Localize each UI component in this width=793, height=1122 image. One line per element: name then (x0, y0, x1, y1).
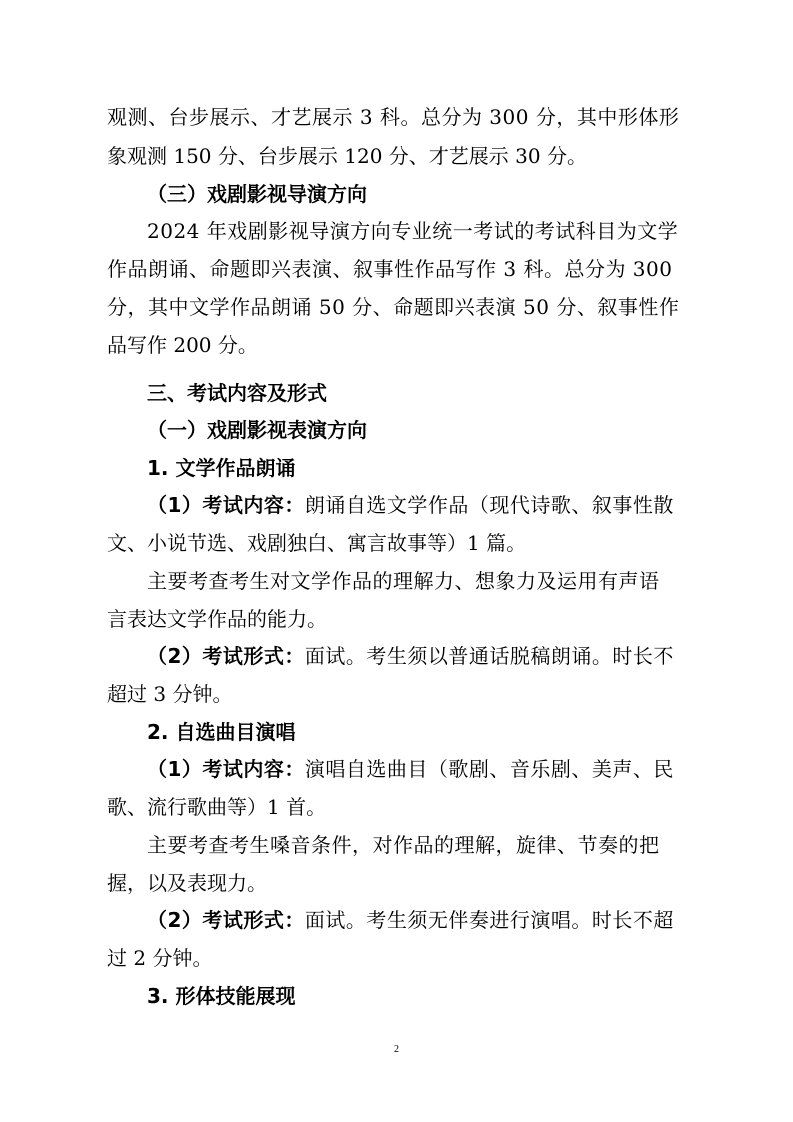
paragraph-line: 分，其中文学作品朗诵 50 分、命题即兴表演 50 分、叙事性作 (107, 295, 680, 319)
page-number: 2 (394, 1044, 399, 1055)
inline-bold-label: （1）考试内容： (147, 493, 305, 517)
paragraph-line: 品写作 200 分。 (107, 333, 258, 357)
paragraph-line (147, 643, 674, 669)
item-heading: 1. 文学作品朗诵 (147, 456, 296, 480)
inline-text: 演唱自选曲目（歌剧、音乐剧、美声、民 (304, 757, 674, 781)
section-subheading: （三）戏剧影视导演方向 (147, 182, 367, 206)
section-heading: 三、考试内容及形式 (147, 381, 327, 405)
paragraph-line (147, 756, 674, 782)
inline-bold-label: （2）考试形式： (147, 908, 305, 932)
item-heading: 3. 形体技能展现 (147, 984, 296, 1008)
section-subheading: （一）戏剧影视表演方向 (147, 418, 367, 442)
paragraph-line: 言表达文学作品的能力。 (107, 607, 327, 631)
item-heading: 2. 自选曲目演唱 (147, 720, 296, 744)
paragraph-line: 过 2 分钟。 (107, 946, 213, 970)
paragraph-line: 观测、台步展示、才艺展示 3 科。总分为 300 分，其中形体形 (107, 105, 680, 129)
paragraph-line: 文、小说节选、戏剧独白、寓言故事等）1 篇。 (107, 531, 527, 555)
paragraph-line: 作品朗诵、命题即兴表演、叙事性作品写作 3 科。总分为 300 (107, 257, 673, 281)
inline-text: 朗诵自选文学作品（现代诗歌、叙事性散 (304, 493, 674, 517)
paragraph-line: 2024 年戏剧影视导演方向专业统一考试的考试科目为文学 (147, 219, 679, 243)
paragraph-line: 歌、流行歌曲等）1 首。 (107, 795, 327, 819)
paragraph-line: 握，以及表现力。 (107, 871, 267, 895)
inline-bold-label: （2）考试形式： (147, 644, 305, 668)
paragraph-line (147, 907, 674, 933)
paragraph-line: 象观测 150 分、台步展示 120 分、才艺展示 30 分。 (107, 144, 587, 168)
inline-text: 面试。考生须以普通话脱稿朗诵。时长不 (304, 644, 674, 668)
paragraph-line: 主要考查考生嗓音条件，对作品的理解，旋律、节奏的把 (147, 833, 660, 857)
paragraph-line (147, 492, 674, 518)
paragraph-line: 超过 3 分钟。 (107, 682, 233, 706)
inline-bold-label: （1）考试内容： (147, 757, 305, 781)
paragraph-line: 主要考查考生对文学作品的理解力、想象力及运用有声语 (147, 569, 660, 593)
inline-text: 面试。考生须无伴奏进行演唱。时长不超 (304, 908, 674, 932)
